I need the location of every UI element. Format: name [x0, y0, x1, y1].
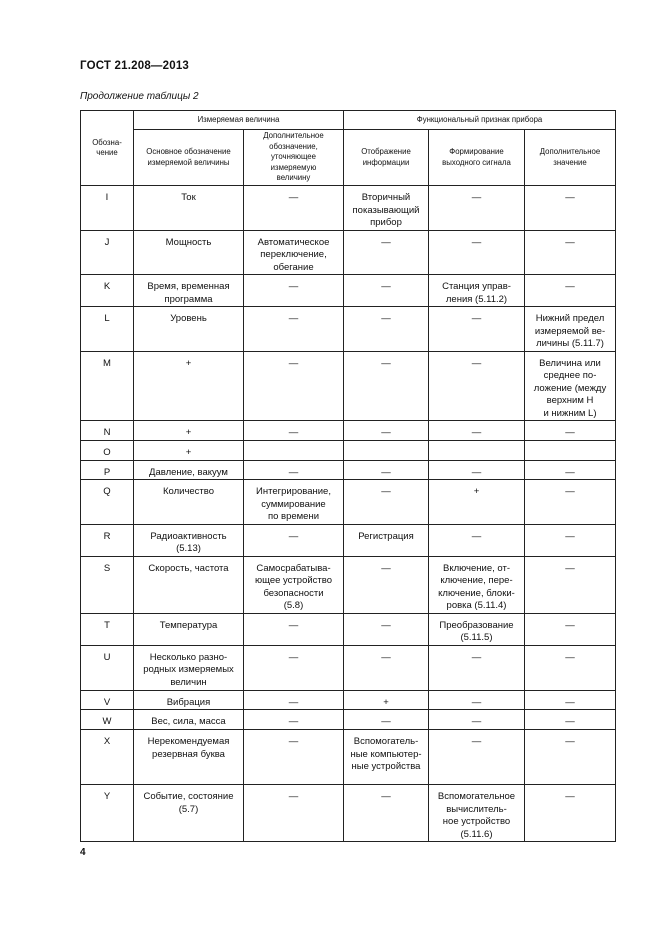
- header-group-measured: Измеряемая величина: [134, 111, 344, 130]
- output-cell: —: [429, 460, 525, 480]
- row-code: K: [81, 275, 134, 307]
- output-cell: Включение, от- ключение, пере- ключение, блоки- ровка (5.11.4): [429, 556, 525, 613]
- table-row: [81, 307, 616, 352]
- display-cell: —: [344, 785, 429, 842]
- display-cell: +: [344, 690, 429, 710]
- additional-designation-cell: Автоматическое переключение, обегание: [244, 230, 344, 275]
- output-cell: —: [429, 710, 525, 730]
- table-caption: Продолжение таблицы 2: [80, 91, 199, 102]
- extra-value-cell: —: [525, 645, 616, 690]
- additional-designation-cell: —: [244, 690, 344, 710]
- display-cell: Регистрация: [344, 524, 429, 556]
- main-designation-cell: Уровень: [134, 307, 244, 352]
- row-code: W: [81, 710, 134, 730]
- table-row: [81, 186, 616, 231]
- output-cell: —: [429, 645, 525, 690]
- main-designation-cell: Несколько разно- родных измеряемых величин: [134, 645, 244, 690]
- header-code: Обозна- чение: [81, 111, 134, 186]
- extra-value-cell: —: [525, 460, 616, 480]
- output-cell: —: [429, 307, 525, 352]
- additional-designation-cell: —: [244, 460, 344, 480]
- table-row: [81, 351, 616, 421]
- table-row: [81, 441, 616, 461]
- table-row: [81, 275, 616, 307]
- table-row: [81, 690, 616, 710]
- output-cell: Преобразование (5.11.5): [429, 613, 525, 645]
- table-row: [81, 230, 616, 275]
- additional-designation-cell: —: [244, 613, 344, 645]
- main-designation-cell: Событие, состояние (5.7): [134, 785, 244, 842]
- extra-value-cell: —: [525, 710, 616, 730]
- extra-value-cell: —: [525, 613, 616, 645]
- table-row: [81, 556, 616, 613]
- additional-designation-cell: —: [244, 307, 344, 352]
- extra-value-cell: —: [525, 730, 616, 785]
- display-cell: [344, 441, 429, 461]
- main-designation-cell: Давление, вакуум: [134, 460, 244, 480]
- table-row: [81, 730, 616, 785]
- main-designation-cell: Ток: [134, 186, 244, 231]
- header-additional-designation: Дополнительное обозначение, уточняющее измеряемую величину: [244, 130, 344, 186]
- table-row: [81, 524, 616, 556]
- output-cell: —: [429, 690, 525, 710]
- extra-value-cell: —: [525, 690, 616, 710]
- main-designation-cell: Вес, сила, масса: [134, 710, 244, 730]
- main-designation-cell: Нерекомендуемая резервная буква: [134, 730, 244, 785]
- output-cell: —: [429, 524, 525, 556]
- row-code: I: [81, 186, 134, 231]
- additional-designation-cell: —: [244, 421, 344, 441]
- row-code: L: [81, 307, 134, 352]
- additional-designation-cell: —: [244, 524, 344, 556]
- display-cell: —: [344, 230, 429, 275]
- table-row: [81, 645, 616, 690]
- row-code: R: [81, 524, 134, 556]
- display-cell: Вспомогатель- ные компьютер- ные устройства: [344, 730, 429, 785]
- display-cell: —: [344, 307, 429, 352]
- main-designation-cell: Время, временная программа: [134, 275, 244, 307]
- display-cell: Вторичный показывающий прибор: [344, 186, 429, 231]
- row-code: Y: [81, 785, 134, 842]
- output-cell: —: [429, 230, 525, 275]
- extra-value-cell: —: [525, 186, 616, 231]
- header-main-designation: Основное обозначение измеряемой величины: [134, 130, 244, 186]
- main-designation-cell: Мощность: [134, 230, 244, 275]
- output-cell: +: [429, 480, 525, 525]
- output-cell: —: [429, 186, 525, 231]
- main-designation-cell: +: [134, 351, 244, 421]
- additional-designation-cell: —: [244, 645, 344, 690]
- main-designation-cell: +: [134, 441, 244, 461]
- row-code: U: [81, 645, 134, 690]
- output-cell: Вспомогательное вычислитель- ное устройство (5.11.6): [429, 785, 525, 842]
- row-code: O: [81, 441, 134, 461]
- table-row: [81, 710, 616, 730]
- table-row: [81, 785, 616, 842]
- additional-designation-cell: —: [244, 710, 344, 730]
- extra-value-cell: —: [525, 785, 616, 842]
- display-cell: —: [344, 480, 429, 525]
- main-designation-cell: Вибрация: [134, 690, 244, 710]
- row-code: M: [81, 351, 134, 421]
- header-display: Отображение информации: [344, 130, 429, 186]
- display-cell: —: [344, 645, 429, 690]
- additional-designation-cell: —: [244, 275, 344, 307]
- table-row: [81, 460, 616, 480]
- additional-designation-cell: Самосрабатыва- ющее устройство безопасности (5.8): [244, 556, 344, 613]
- designation-table: [80, 110, 616, 842]
- extra-value-cell: —: [525, 421, 616, 441]
- document-code: ГОСТ 21.208—2013: [80, 60, 190, 72]
- display-cell: —: [344, 556, 429, 613]
- header-extra-value: Дополнительное значение: [525, 130, 616, 186]
- additional-designation-cell: —: [244, 785, 344, 842]
- additional-designation-cell: —: [244, 351, 344, 421]
- extra-value-cell: [525, 441, 616, 461]
- main-designation-cell: Температура: [134, 613, 244, 645]
- additional-designation-cell: [244, 441, 344, 461]
- row-code: T: [81, 613, 134, 645]
- row-code: Q: [81, 480, 134, 525]
- display-cell: —: [344, 460, 429, 480]
- table-row: [81, 421, 616, 441]
- output-cell: —: [429, 351, 525, 421]
- extra-value-cell: —: [525, 556, 616, 613]
- display-cell: —: [344, 275, 429, 307]
- row-code: V: [81, 690, 134, 710]
- page-number: 4: [80, 847, 86, 858]
- display-cell: —: [344, 613, 429, 645]
- main-designation-cell: +: [134, 421, 244, 441]
- display-cell: —: [344, 710, 429, 730]
- extra-value-cell: —: [525, 275, 616, 307]
- display-cell: —: [344, 351, 429, 421]
- row-code: P: [81, 460, 134, 480]
- table-row: [81, 480, 616, 525]
- table-row: [81, 613, 616, 645]
- output-cell: [429, 441, 525, 461]
- row-code: S: [81, 556, 134, 613]
- output-cell: —: [429, 421, 525, 441]
- display-cell: —: [344, 421, 429, 441]
- header-output: Формирование выходного сигнала: [429, 130, 525, 186]
- additional-designation-cell: Интегрирование, суммирование по времени: [244, 480, 344, 525]
- extra-value-cell: Величина или среднее по- ложение (между верхним H и нижним L): [525, 351, 616, 421]
- table-body: [81, 186, 616, 842]
- output-cell: —: [429, 730, 525, 785]
- extra-value-cell: Нижний предел измеряемой ве- личины (5.11.7): [525, 307, 616, 352]
- row-code: N: [81, 421, 134, 441]
- extra-value-cell: —: [525, 480, 616, 525]
- extra-value-cell: —: [525, 524, 616, 556]
- extra-value-cell: —: [525, 230, 616, 275]
- header-group-functional: Функциональный признак прибора: [344, 111, 616, 130]
- additional-designation-cell: —: [244, 730, 344, 785]
- main-designation-cell: Скорость, частота: [134, 556, 244, 613]
- row-code: X: [81, 730, 134, 785]
- main-designation-cell: Количество: [134, 480, 244, 525]
- output-cell: Станция управ- ления (5.11.2): [429, 275, 525, 307]
- main-designation-cell: Радиоактивность (5.13): [134, 524, 244, 556]
- row-code: J: [81, 230, 134, 275]
- additional-designation-cell: —: [244, 186, 344, 231]
